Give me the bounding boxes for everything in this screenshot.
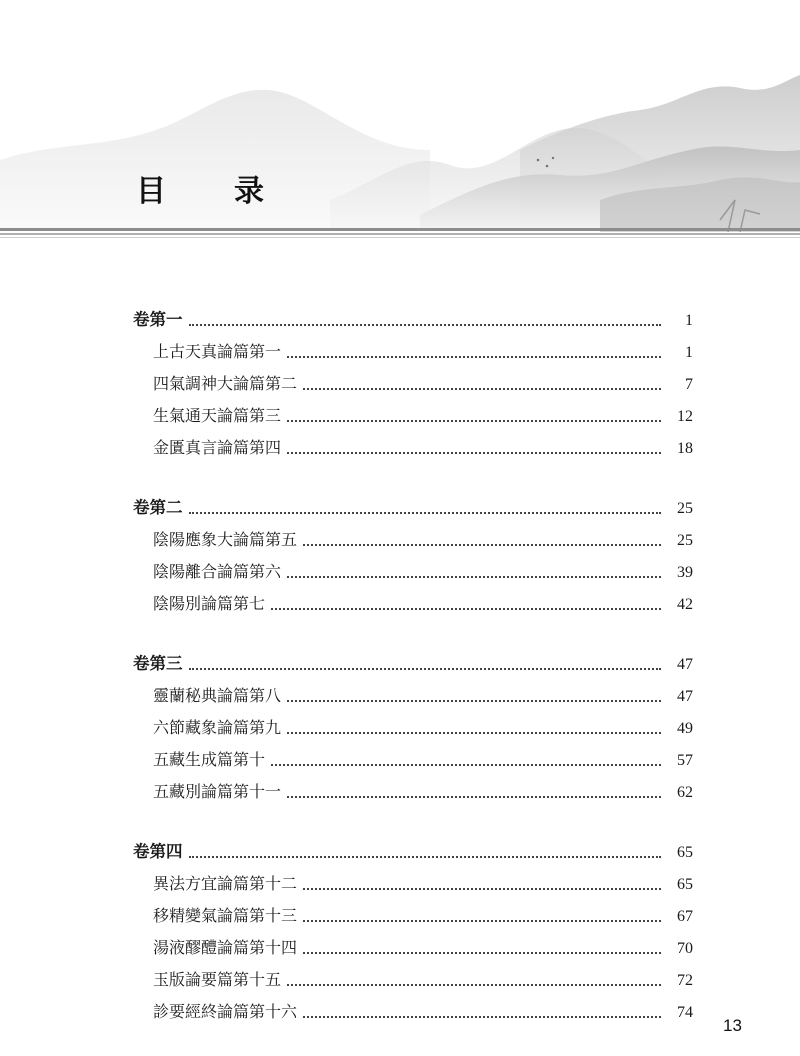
toc-page-number: 74 (677, 1004, 693, 1021)
toc-page-number: 62 (677, 784, 693, 801)
toc-page-number: 72 (677, 972, 693, 989)
toc-page-number: 39 (677, 564, 693, 581)
toc-page-number: 25 (677, 500, 693, 517)
dot-leader (287, 699, 661, 702)
toc-chapter-entry[interactable] (133, 900, 693, 932)
toc-page-number: 7 (685, 376, 693, 393)
toc-chapter-entry[interactable] (133, 996, 693, 1028)
toc-page-number: 18 (677, 440, 693, 457)
toc-chapter-title: 上古天真論篇第一 (153, 342, 282, 361)
toc-page-number: 70 (677, 940, 693, 957)
toc-page-number: 47 (677, 688, 693, 705)
dot-leader (287, 731, 661, 734)
toc-chapter-title: 異法方宜論篇第十二 (153, 874, 298, 893)
table-of-contents (133, 304, 693, 1056)
toc-chapter-entry[interactable] (133, 400, 693, 432)
toc-chapter-title: 五藏別論篇第十一 (153, 782, 282, 801)
dot-leader (287, 575, 661, 578)
toc-chapter-title: 陰陽應象大論篇第五 (153, 530, 298, 549)
toc-volume-group (133, 836, 693, 1028)
toc-chapter-entry[interactable] (133, 432, 693, 464)
toc-chapter-title: 生氣通天論篇第三 (153, 406, 282, 425)
toc-chapter-entry[interactable] (133, 744, 693, 776)
toc-volume-entry[interactable] (133, 836, 693, 868)
toc-volume-group (133, 492, 693, 620)
toc-page-number: 1 (685, 312, 693, 329)
toc-page-number: 12 (677, 408, 693, 425)
dot-leader (287, 795, 661, 798)
dot-leader (303, 543, 661, 546)
toc-chapter-title: 移精變氣論篇第十三 (153, 906, 298, 925)
toc-chapter-title: 靈蘭秘典論篇第八 (153, 686, 282, 705)
toc-volume-title: 卷第四 (133, 842, 183, 861)
toc-chapter-entry[interactable] (133, 964, 693, 996)
toc-page-number: 1 (685, 344, 693, 361)
toc-page-number: 67 (677, 908, 693, 925)
toc-chapter-entry[interactable] (133, 868, 693, 900)
header-banner (0, 0, 800, 260)
toc-chapter-title: 六節藏象論篇第九 (153, 718, 282, 737)
toc-chapter-title: 湯液醪醴論篇第十四 (153, 938, 298, 957)
toc-chapter-entry[interactable] (133, 588, 693, 620)
toc-chapter-entry[interactable] (133, 776, 693, 808)
dot-leader (189, 667, 662, 670)
toc-chapter-entry[interactable] (133, 524, 693, 556)
toc-volume-group (133, 304, 693, 464)
toc-page-number: 25 (677, 532, 693, 549)
dot-leader (303, 887, 661, 890)
toc-chapter-title: 四氣調神大論篇第二 (153, 374, 298, 393)
page-number: 13 (723, 1016, 742, 1035)
toc-chapter-title: 診要經終論篇第十六 (153, 1002, 298, 1021)
toc-chapter-entry[interactable] (133, 932, 693, 964)
toc-volume-entry[interactable] (133, 648, 693, 680)
toc-volume-entry[interactable] (133, 304, 693, 336)
dot-leader (271, 607, 661, 610)
toc-volume-group (133, 648, 693, 808)
toc-chapter-title: 陰陽別論篇第七 (153, 594, 266, 613)
toc-chapter-entry[interactable] (133, 368, 693, 400)
dot-leader (303, 951, 661, 954)
toc-chapter-entry[interactable] (133, 680, 693, 712)
toc-chapter-title: 金匱真言論篇第四 (153, 438, 282, 457)
toc-page-number: 57 (677, 752, 693, 769)
toc-chapter-entry[interactable] (133, 336, 693, 368)
dot-leader (303, 1015, 661, 1018)
toc-volume-title: 卷第一 (133, 310, 183, 329)
toc-page-number: 65 (677, 844, 693, 861)
dot-leader (189, 855, 662, 858)
page-title: 目录 (136, 174, 332, 209)
dot-leader (287, 983, 661, 986)
toc-chapter-title: 五藏生成篇第十 (153, 750, 266, 769)
dot-leader (303, 387, 661, 390)
dot-leader (189, 323, 662, 326)
toc-page-number: 42 (677, 596, 693, 613)
toc-volume-title: 卷第三 (133, 654, 183, 673)
toc-page-number: 65 (677, 876, 693, 893)
dot-leader (287, 355, 661, 358)
toc-chapter-entry[interactable] (133, 712, 693, 744)
toc-volume-title: 卷第二 (133, 498, 183, 517)
dot-leader (271, 763, 661, 766)
toc-chapter-entry[interactable] (133, 556, 693, 588)
mountain-landscape-illustration (0, 0, 800, 260)
dot-leader (303, 919, 661, 922)
toc-chapter-title: 玉版論要篇第十五 (153, 970, 282, 989)
dot-leader (189, 511, 662, 514)
toc-page-number: 49 (677, 720, 693, 737)
toc-volume-entry[interactable] (133, 492, 693, 524)
toc-chapter-title: 陰陽離合論篇第六 (153, 562, 282, 581)
toc-page-number: 47 (677, 656, 693, 673)
dot-leader (287, 419, 661, 422)
dot-leader (287, 451, 661, 454)
